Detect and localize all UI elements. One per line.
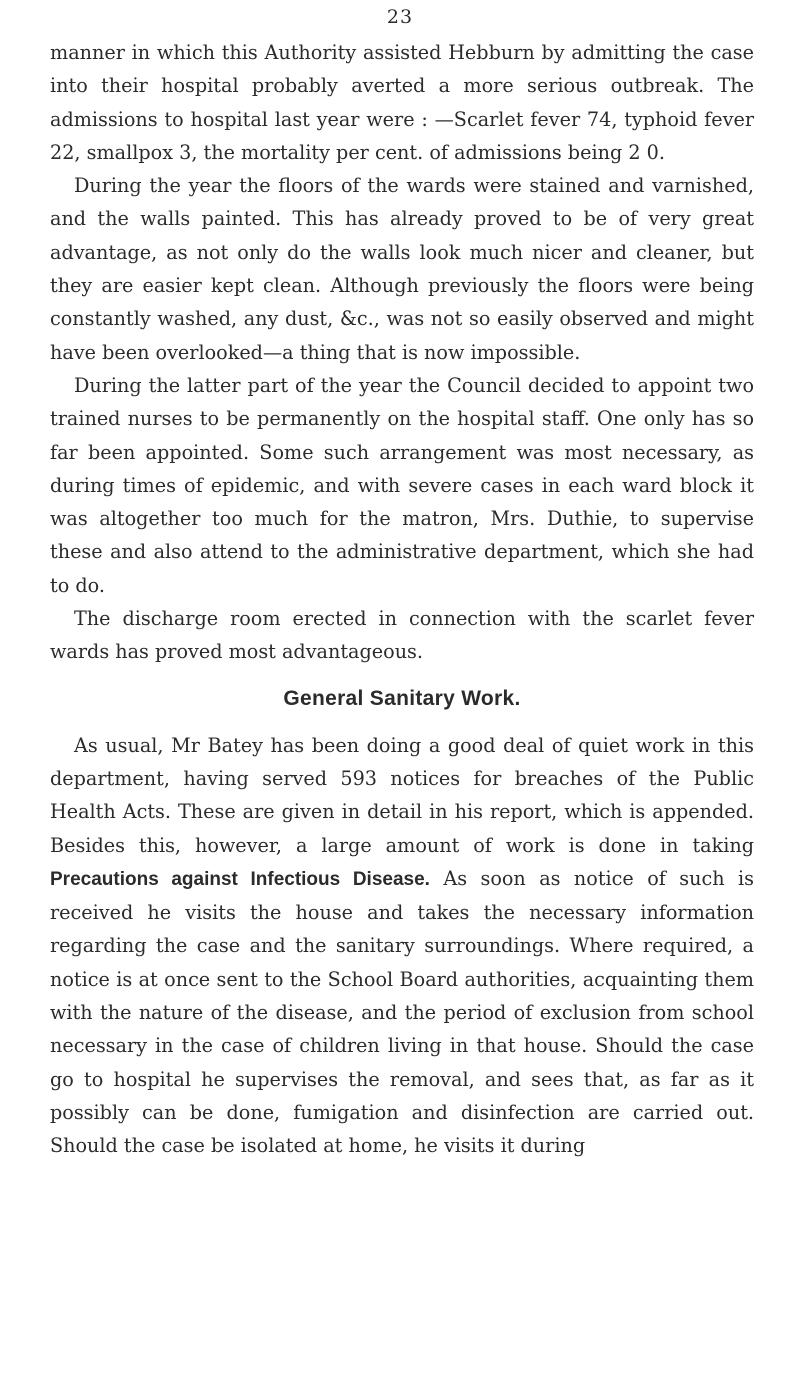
body-text <box>50 36 754 1163</box>
section-heading: General Sanitary Work. <box>283 686 521 710</box>
infectious-disease-heading: Precautions against Infectious Disease. <box>50 868 430 890</box>
paragraph-discharge-room: The discharge room erected in connection with the scarlet fever wards has proved most advantageous. <box>50 607 754 664</box>
paragraph-hospital-admissions: manner in which this Authority assisted Hebburn by admitting the case into their hospital probably averted a more serious outbreak. The admissions to hospital last year were : —Scarlet fever 74, typhoid fever 22, smallpox 3, the mortality per cent. of admissions being 2 0. <box>50 41 754 164</box>
paragraph-trained-nurses: During the latter part of the year the Council decided to appoint two trained nurses to be permanently on the hospital staff. One only has so far been appointed. Some such arrangement was most necessary, as during times of epidemic, and with severe cases in each ward block it was altogether too much for the matron, Mrs. Duthie, to supervise these and also attend to the administrative department, which she had to do. <box>50 373 754 597</box>
page-number: 23 <box>386 6 414 28</box>
paragraph-ward-floors: During the year the floors of the wards were stained and varnished, and the walls painted. This has already proved to be of very great advantage, as not only do the walls look much nicer and cleaner, but they are easier kept clean. Although previously the floors were being constantly washed, any dust, &c., was not so easily observed and might have been overlooked—a thing that is now impossible. <box>50 174 754 364</box>
sanitary-text-before: As usual, Mr Batey has been doing a good deal of quiet work in this department, having served 593 notices for breaches of the Public Health Acts. These are given in detail in his report, which is appended. Besides this, however, a large amount of work is done in taking <box>50 733 754 857</box>
paragraph-sanitary-work <box>50 729 754 1163</box>
sanitary-text-after: As soon as notice of such is received he visits the house and takes the necessary information regarding the case and the sanitary surroundings. Where required, a notice is at once sent to the School Board authorities, acquainting them with the nature of the disease, and the period of exclusion from school necessary in the case of children living in that house. Should the case go to hospital he supervises the removal, and sees that, as far as it possibly can be done, fumigation and disinfection are carried out. Should the case be isolated at home, he visits it during <box>50 866 754 1158</box>
